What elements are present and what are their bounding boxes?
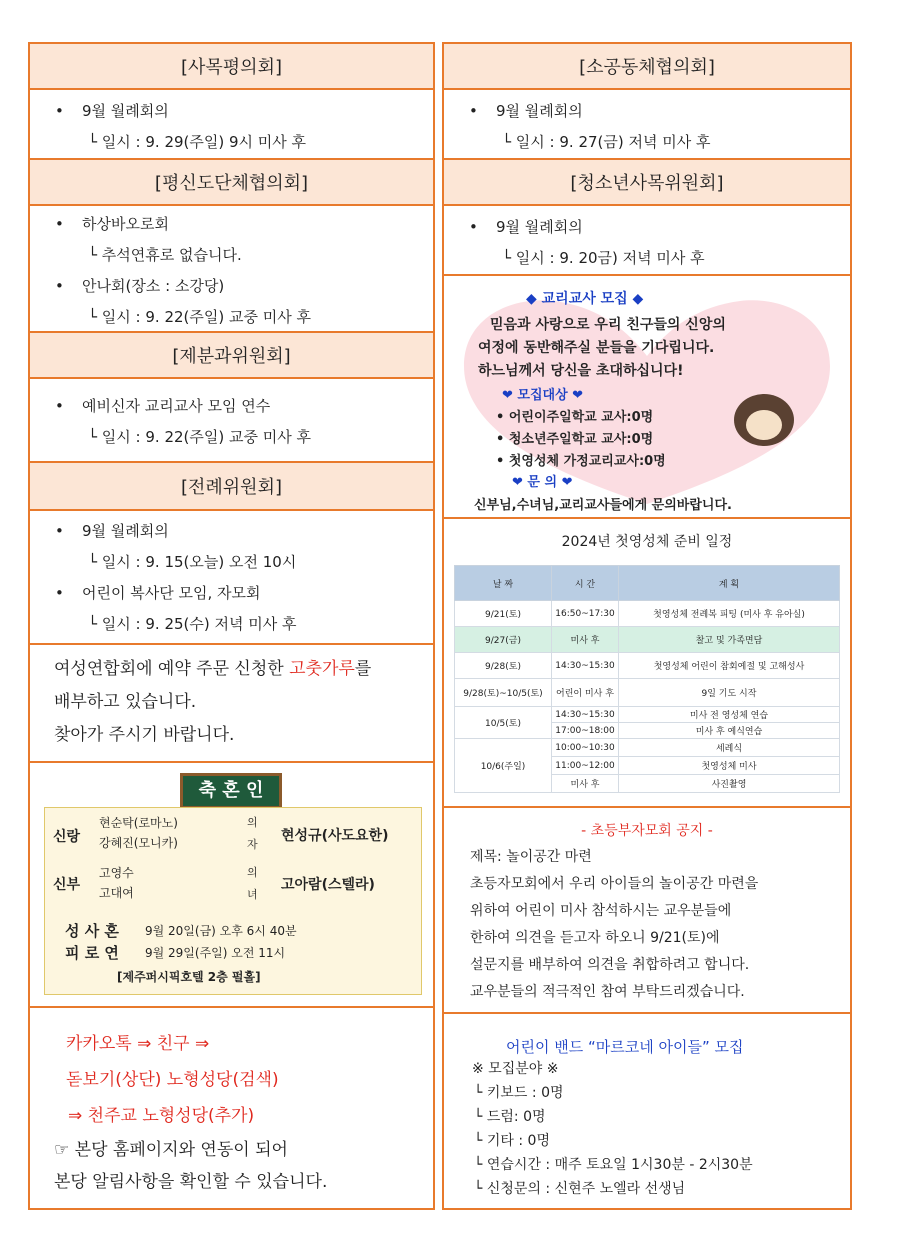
table-cell: 11:00~12:00 bbox=[552, 757, 619, 775]
table-cell: 14:30~15:30 bbox=[552, 653, 619, 679]
table-cell: 첫영성체 전례복 피팅 (미사 후 유아실) bbox=[619, 601, 840, 627]
text: 를 bbox=[354, 659, 372, 679]
band-title: 어린이 밴드 “마르코네 아이들” 모집 bbox=[506, 1038, 744, 1056]
table-cell: 첫영성체 미사 bbox=[619, 757, 840, 775]
committees-title: [제분과위원회] bbox=[30, 333, 433, 379]
list-detail: └ 일시 : 9. 27(금) 저녁 미사 후 bbox=[502, 133, 711, 151]
table-row bbox=[455, 739, 840, 757]
text: 녀 bbox=[247, 888, 258, 901]
table-cell: 어린이 미사 후 bbox=[552, 679, 619, 707]
liturgy-committee-title: [전례위원회] bbox=[30, 463, 433, 511]
recruit-line: 여정에 동반해주실 분들을 기다립니다. bbox=[478, 340, 715, 356]
table-cell: 9/28(토)~10/5(토) bbox=[455, 679, 552, 707]
small-community-title: [소공동체협의회] bbox=[444, 44, 850, 90]
rite-time: 9월 20일(금) 오후 6시 40분 bbox=[145, 924, 297, 938]
list-detail: └ 일시 : 9. 22(주일) 교중 미사 후 bbox=[88, 308, 311, 326]
table-cell: 10/5(토) bbox=[455, 707, 552, 739]
list-detail: └ 일시 : 9. 15(오늘) 오전 10시 bbox=[88, 553, 297, 571]
list-item: • 예비신자 교리교사 모임 연수 bbox=[30, 391, 433, 422]
teacher-recruit-section bbox=[444, 276, 850, 519]
pastoral-council-section bbox=[30, 90, 433, 160]
table-header: 시 간 bbox=[552, 566, 619, 601]
list-detail: └ 일시 : 9. 20금) 저녁 미사 후 bbox=[502, 249, 705, 267]
groom-mother: 강혜진(모니카) bbox=[99, 836, 178, 850]
table-cell: 9일 기도 시작 bbox=[619, 679, 840, 707]
kakao-step: ⇒ 천주교 노형성당(추가) bbox=[68, 1106, 255, 1126]
table-cell: 미사 후 bbox=[552, 775, 619, 793]
reception-place: [제주퍼시픽호텔 2층 펄홀] bbox=[117, 970, 261, 984]
youth-committee-title: [청소년사목위원회] bbox=[444, 160, 850, 206]
pastoral-council-title: [사목평의회] bbox=[30, 44, 433, 90]
band-line: └ 기타 : 0명 bbox=[474, 1133, 550, 1149]
youth-committee-section bbox=[444, 206, 850, 276]
table-cell: 9/27(금) bbox=[455, 627, 552, 653]
table-cell: 사진촬영 bbox=[619, 775, 840, 793]
notice-line: 초등자모회에서 우리 아이들의 놀이공간 마련을 bbox=[470, 876, 759, 892]
table-header: 계 획 bbox=[619, 566, 840, 601]
bride-name: 고아람(스텔라) bbox=[281, 877, 375, 893]
bride-father: 고영수 bbox=[99, 866, 134, 880]
reception-time: 9월 29일(주일) 오전 11시 bbox=[145, 946, 286, 960]
table-row bbox=[455, 627, 840, 653]
table-cell: 미사 후 예식연습 bbox=[619, 723, 840, 739]
committees-section bbox=[30, 379, 433, 463]
list-item: • 9월 월례회의 bbox=[444, 212, 850, 243]
text: 의 bbox=[247, 866, 258, 879]
table-cell: 16:50~17:30 bbox=[552, 601, 619, 627]
right-column bbox=[442, 42, 852, 1210]
list-detail: └ 일시 : 9. 22(주일) 교중 미사 후 bbox=[88, 428, 311, 446]
bride-mother: 고대여 bbox=[99, 886, 134, 900]
table-cell: 9/28(토) bbox=[455, 653, 552, 679]
reception-label: 피 로 연 bbox=[65, 944, 119, 962]
wedding-section bbox=[30, 763, 433, 1008]
recruit-target-title: ❤ 모집대상 ❤ bbox=[502, 388, 584, 403]
groom-name: 현성규(사도요한) bbox=[281, 828, 389, 844]
table-row bbox=[455, 707, 840, 723]
table-cell: 미사 후 bbox=[552, 627, 619, 653]
band-line: └ 드럼: 0명 bbox=[474, 1109, 546, 1125]
bride-label: 신부 bbox=[53, 877, 81, 893]
kakao-step: 돋보기(상단) 노형성당(검색) bbox=[66, 1070, 279, 1090]
kakao-note: 본당 알림사항을 확인할 수 있습니다. bbox=[54, 1172, 328, 1192]
band-line: └ 연습시간 : 매주 토요일 1시30분 - 2시30분 bbox=[474, 1157, 753, 1173]
wedding-card bbox=[44, 807, 422, 995]
list-item: • 하상바오로회 bbox=[30, 209, 433, 240]
band-line: └ 신청문의 : 신현주 노엘라 선생님 bbox=[474, 1181, 686, 1197]
notice-line: 설문지를 배부하여 의견을 취합하려고 합니다. bbox=[470, 957, 750, 973]
table-cell: 17:00~18:00 bbox=[552, 723, 619, 739]
table-cell: 14:30~15:30 bbox=[552, 707, 619, 723]
liturgy-committee-section bbox=[30, 511, 433, 645]
pepper-notice-section bbox=[30, 645, 433, 763]
table-row bbox=[455, 679, 840, 707]
notice-line: 제목: 놀이공간 마련 bbox=[470, 849, 592, 865]
notice-line: 한하여 의견을 듣고자 하오니 9/21(토)에 bbox=[470, 930, 720, 946]
laity-council-section bbox=[30, 206, 433, 333]
schedule-title: 2024년 첫영성체 준비 일정 bbox=[561, 534, 733, 550]
text: 자 bbox=[247, 838, 258, 851]
notice-title: - 초등부자모회 공지 - bbox=[581, 823, 713, 839]
text: 여성연합회에 예약 주문 신청한 bbox=[54, 659, 290, 679]
recruit-title: ◆ 교리교사 모집 ◆ bbox=[526, 291, 644, 307]
table-row bbox=[455, 653, 840, 679]
table-cell: 10/6(주일) bbox=[455, 739, 552, 793]
kakao-note: ☞ 본당 홈페이지와 연동이 되어 bbox=[54, 1140, 288, 1160]
recruit-line: 하느님께서 당신을 초대하십니다! bbox=[478, 363, 684, 379]
wedding-badge: 축 혼 인 bbox=[180, 773, 282, 809]
recruit-contact-title: ❤ 문 의 ❤ bbox=[512, 475, 573, 490]
recruit-contact-text: 신부님,수녀님,교리교사들에게 문의바랍니다. bbox=[474, 498, 732, 513]
communion-schedule-section bbox=[444, 519, 850, 808]
table-cell: 10:00~10:30 bbox=[552, 739, 619, 757]
schedule-table bbox=[454, 565, 840, 793]
kakao-step: 카카오톡 ⇒ 친구 ⇒ bbox=[66, 1034, 210, 1054]
table-cell: 세례식 bbox=[619, 739, 840, 757]
recruit-target-item: • 첫영성체 가정교리교사:0명 bbox=[496, 454, 666, 469]
list-item: • 9월 월례회의 bbox=[444, 96, 850, 127]
band-line: ※ 모집분야 ※ bbox=[472, 1061, 559, 1077]
list-item: • 9월 월례회의 bbox=[30, 96, 433, 127]
kakao-section bbox=[30, 1008, 433, 1208]
table-cell: 미사 전 영성체 연습 bbox=[619, 707, 840, 723]
small-community-section bbox=[444, 90, 850, 160]
list-detail: └ 추석연휴로 없습니다. bbox=[88, 246, 242, 264]
table-cell: 찰고 및 가족면담 bbox=[619, 627, 840, 653]
list-item: • 9월 월례회의 bbox=[30, 516, 433, 547]
pepper-notice-line bbox=[30, 653, 433, 686]
rite-label: 성 사 혼 bbox=[65, 922, 119, 940]
notice-line: 위하여 어린이 미사 참석하시는 교우분들에 bbox=[470, 903, 732, 919]
groom-father: 현순탁(로마노) bbox=[99, 816, 178, 830]
recruit-line: 믿음과 사랑으로 우리 친구들의 신앙의 bbox=[490, 317, 726, 333]
table-header: 날 짜 bbox=[455, 566, 552, 601]
pepper-notice-line: 찾아가 주시기 바랍니다. bbox=[54, 725, 235, 745]
list-item: • 어린이 복사단 모임, 자모회 bbox=[30, 578, 433, 609]
recruit-target-item: • 청소년주일학교 교사:0명 bbox=[496, 432, 654, 447]
band-recruit-section bbox=[444, 1014, 850, 1201]
parents-notice-section bbox=[444, 808, 850, 1014]
table-row bbox=[455, 601, 840, 627]
notice-line: 교우분들의 적극적인 참여 부탁드리겠습니다. bbox=[470, 984, 745, 1000]
groom-label: 신랑 bbox=[53, 829, 81, 845]
table-cell: 첫영성체 어린이 참회예절 및 고해성사 bbox=[619, 653, 840, 679]
left-column bbox=[28, 42, 435, 1210]
highlight-text: 고춧가루 bbox=[289, 659, 355, 679]
recruit-target-item: • 어린이주일학교 교사:0명 bbox=[496, 410, 654, 425]
text: 의 bbox=[247, 816, 258, 829]
list-item: • 안나회(장소 : 소강당) bbox=[30, 271, 433, 302]
table-cell: 9/21(토) bbox=[455, 601, 552, 627]
band-line: └ 키보드 : 0명 bbox=[474, 1085, 564, 1101]
laity-council-title: [평신도단체협의회] bbox=[30, 160, 433, 206]
list-detail: └ 일시 : 9. 25(수) 저녁 미사 후 bbox=[88, 615, 297, 633]
pepper-notice-line: 배부하고 있습니다. bbox=[54, 692, 197, 712]
list-detail: └ 일시 : 9. 29(주일) 9시 미사 후 bbox=[88, 133, 307, 151]
